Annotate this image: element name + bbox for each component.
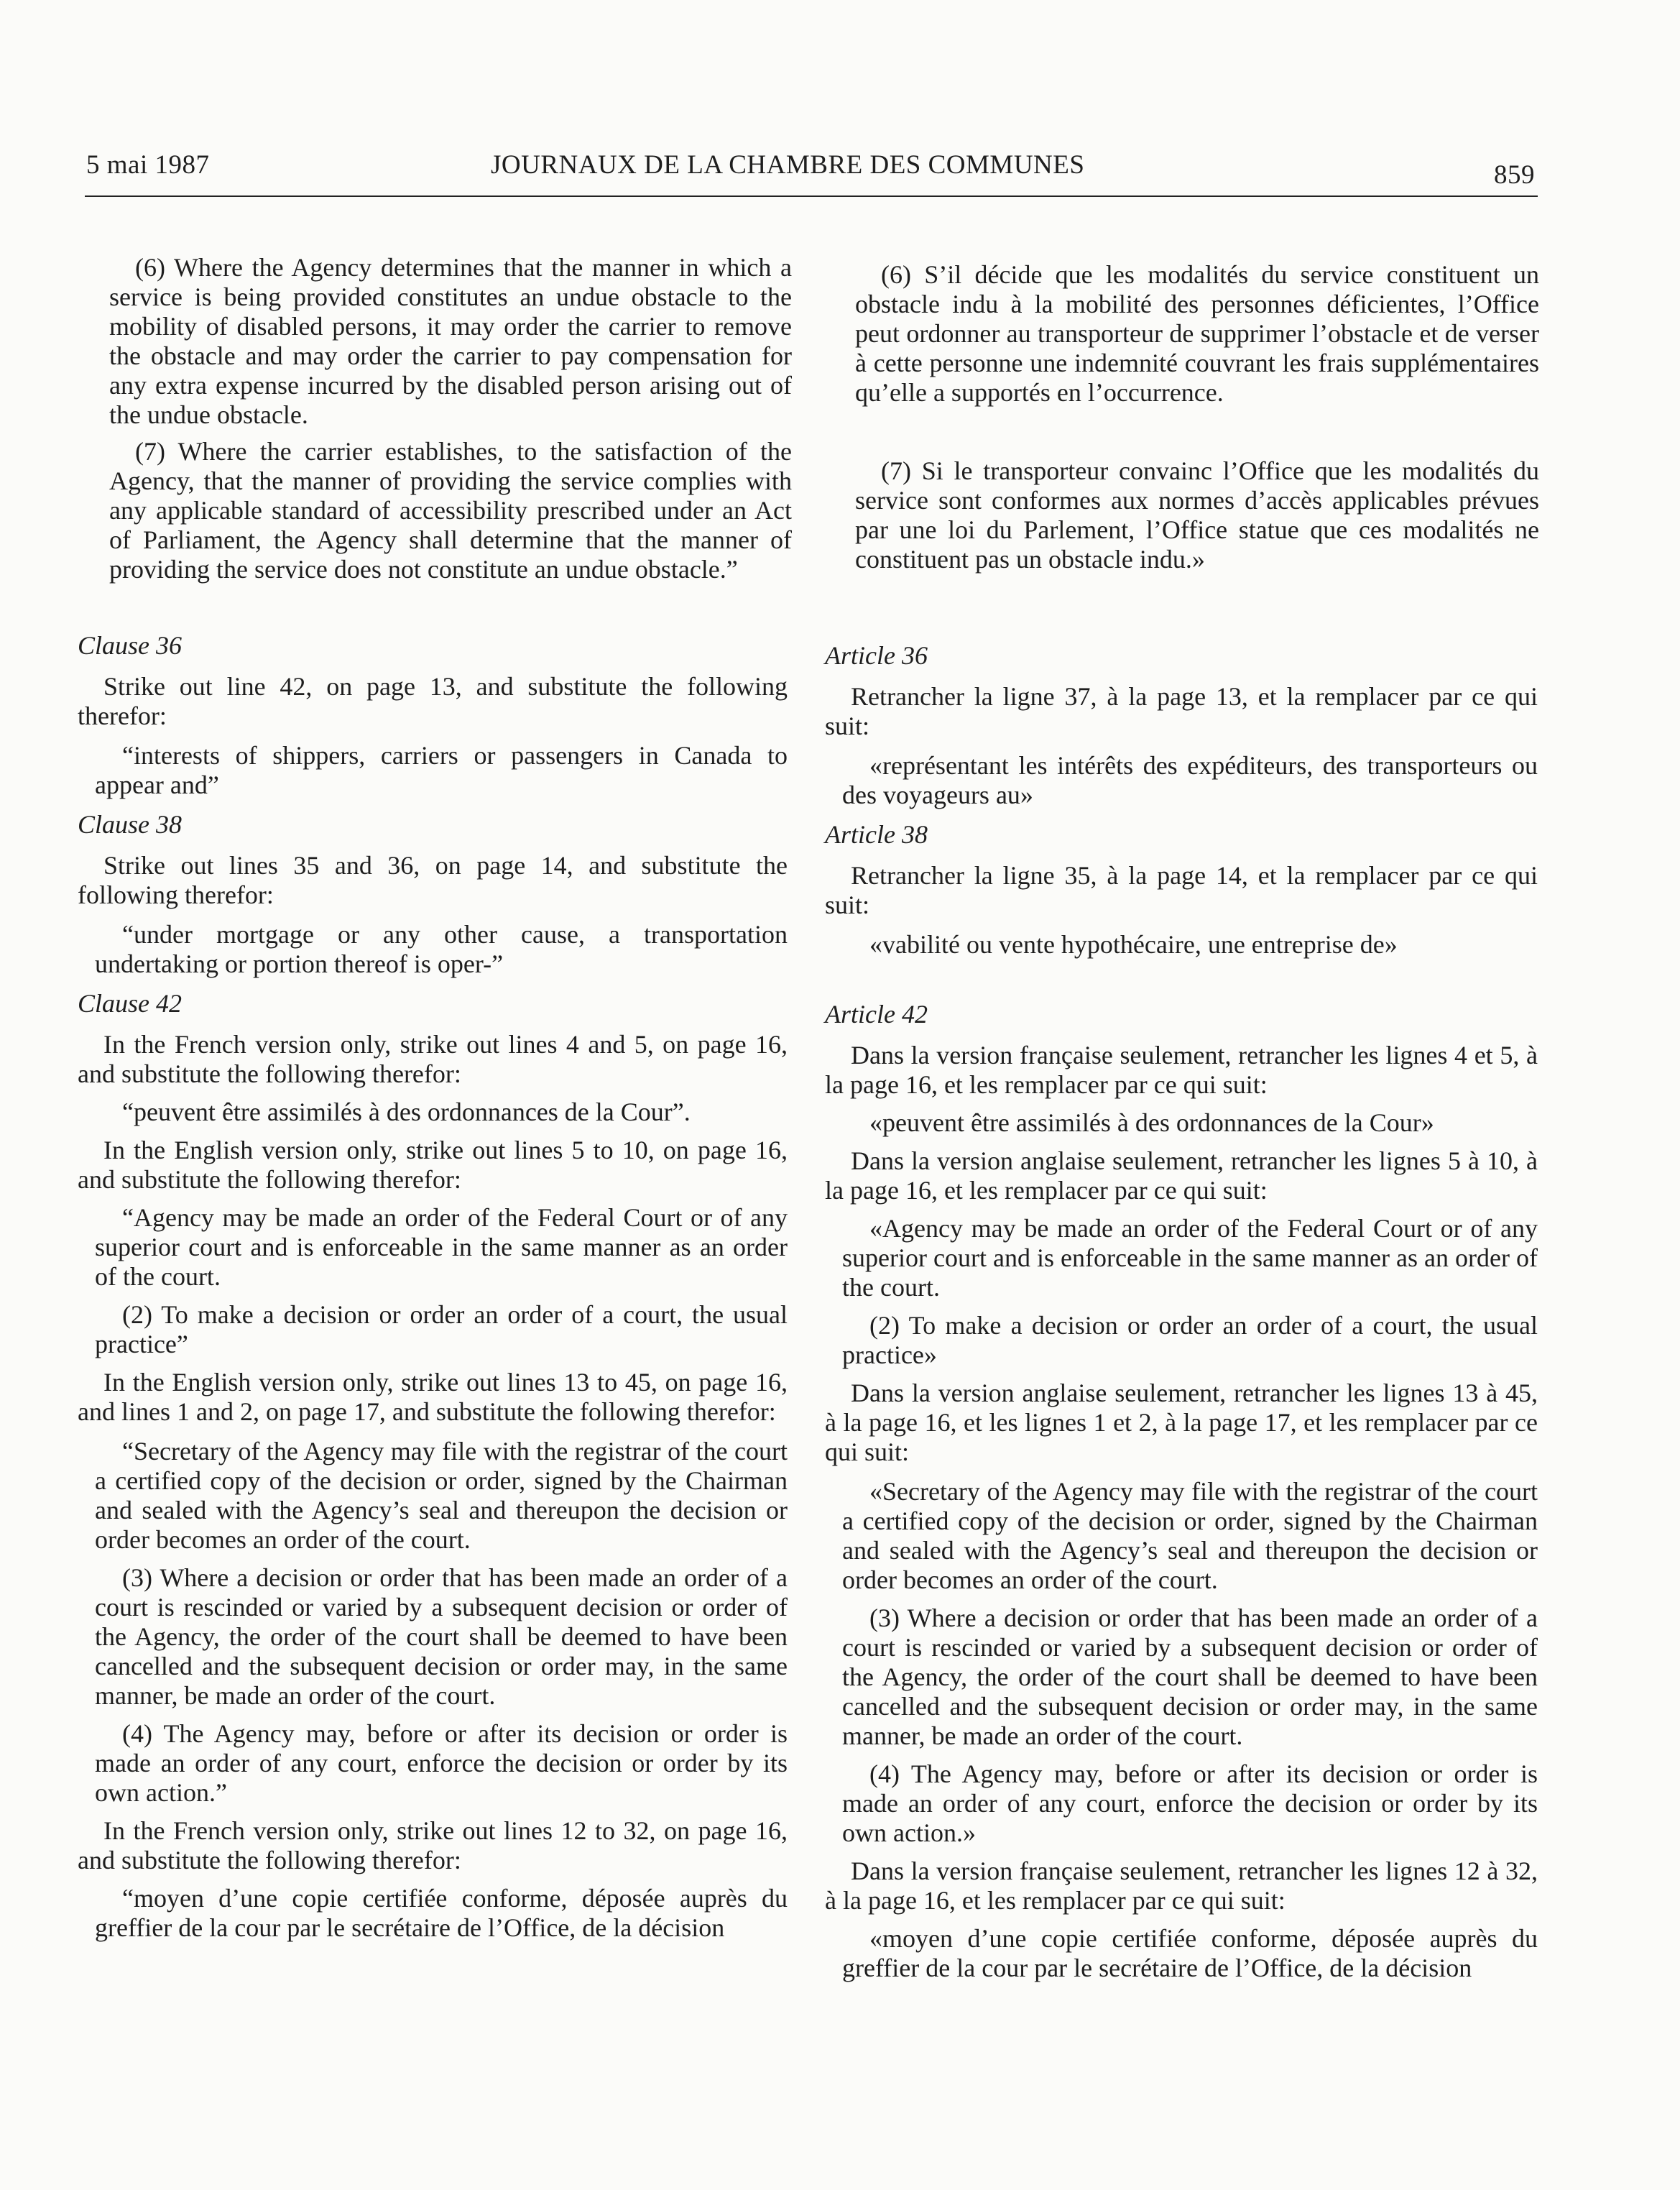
page-header xyxy=(85,144,1538,197)
english-column-clauses xyxy=(78,631,788,1943)
article-42-text-2b: (2) To make a decision or order an order of a court, the usual practice» xyxy=(842,1311,1538,1369)
clause-42-text-3a: “Secretary of the Agency may file with the registrar of the court a certified copy of the decision or order, signed by the Chairman and sealed with the Agency’s seal and thereupon the decision or order becomes an order of the court. xyxy=(95,1437,788,1554)
article-42-instruction-2: Dans la version anglaise seulement, retrancher les lignes 5 à 10, à la page 16, et les remplacer par ce qui suit: xyxy=(825,1146,1538,1205)
article-38-instruction: Retrancher la ligne 35, à la page 14, et la remplacer par ce qui suit: xyxy=(825,861,1538,919)
paragraph-7-en: (7) Where the carrier establishes, to the satisfaction of the Agency, that the manner of providing the service complies with any applicable standard of accessibility prescribed under an Act of Parliament, the Agency shall determine that the manner of providing the service does not constitute an undue obstacle.” xyxy=(109,437,792,584)
clause-38-instruction: Strike out lines 35 and 36, on page 14, and substitute the following therefor: xyxy=(78,851,788,909)
clause-42-title: Clause 42 xyxy=(78,989,183,1018)
clause-42-text-3c: (4) The Agency may, before or after its decision or order is made an order of any court, enforce the decision or order by its own action.” xyxy=(95,1719,788,1807)
clause-36-text: “interests of shippers, carriers or passengers in Canada to appear and” xyxy=(95,741,788,799)
article-36-instruction: Retrancher la ligne 37, à la page 13, et la remplacer par ce qui suit: xyxy=(825,682,1538,740)
clause-42-instruction-3: In the English version only, strike out lines 13 to 45, on page 16, and lines 1 and 2, on page 17, and substitute the following therefor: xyxy=(78,1368,788,1426)
clause-42-text-1: “peuvent être assimilés à des ordonnances de la Cour”. xyxy=(122,1098,691,1126)
clause-42-text-3b: (3) Where a decision or order that has been made an order of a court is rescinded or varied by a subsequent decision or order of the Agency, the order of the court shall be deemed to have been cancelled and the subsequent decision or order may, in the same manner, be made an order of the court. xyxy=(95,1563,788,1710)
article-42-instruction-4: Dans la version française seulement, retrancher les lignes 12 à 32, à la page 16, et les remplacer par ce qui suit: xyxy=(825,1857,1538,1915)
clause-36-title: Clause 36 xyxy=(78,631,183,660)
clause-42-instruction-1: In the French version only, strike out lines 4 and 5, on page 16, and substitute the following therefor: xyxy=(78,1030,788,1088)
header-date: 5 mai 1987 xyxy=(86,150,210,180)
article-42-instruction-1: Dans la version française seulement, retrancher les lignes 4 et 5, à la page 16, et les remplacer par ce qui suit: xyxy=(825,1041,1538,1099)
clause-42-text-2b: (2) To make a decision or order an order of a court, the usual practice” xyxy=(95,1300,788,1358)
paragraph-7-fr: (7) Si le transporteur convainc l’Office que les modalités du service sont conformes aux normes d’accès applicables prévues par une loi du Parlement, l’Office statue que ces modalités ne constituent pas un obstacle indu.» xyxy=(855,456,1539,574)
article-38-title: Article 38 xyxy=(825,820,928,849)
article-36-title: Article 36 xyxy=(825,641,928,670)
clause-42-instruction-4: In the French version only, strike out lines 12 to 32, on page 16, and substitute the following therefor: xyxy=(78,1816,788,1874)
page-number: 859 xyxy=(1494,160,1535,190)
article-42-text-3a: «Secretary of the Agency may file with the registrar of the court a certified copy of the decision or order, signed by the Chairman and sealed with the Agency’s seal and thereupon the decision or order becomes an order of the court. xyxy=(842,1477,1538,1594)
article-42-text-3b: (3) Where a decision or order that has been made an order of a court is rescinded or varied by a subsequent decision or order of the Agency, the order of the court shall be deemed to have been cancelled and the subsequent decision or order may, in the same manner, be made an order of the court. xyxy=(842,1604,1538,1750)
article-42-text-3c: (4) The Agency may, before or after its decision or order is made an order of any court, enforce the decision or order by its own action.» xyxy=(842,1759,1538,1847)
article-42-text-4: «moyen d’une copie certifiée conforme, déposée auprès du greffier de la cour par le secrétaire de l’Office, de la décision xyxy=(842,1924,1538,1982)
article-42-text-2a: «Agency may be made an order of the Federal Court or of any superior court and is enforceable in the same manner as an order of the court. xyxy=(842,1214,1538,1302)
article-36-text: «représentant les intérêts des expéditeurs, des transporteurs ou des voyageurs au» xyxy=(842,751,1538,809)
clause-36-instruction: Strike out line 42, on page 13, and substitute the following therefor: xyxy=(78,672,788,730)
article-38-text: «vabilité ou vente hypothécaire, une entreprise de» xyxy=(869,930,1398,959)
french-column-articles xyxy=(825,641,1538,1983)
english-column xyxy=(109,253,792,584)
paragraph-6-en: (6) Where the Agency determines that the manner in which a service is being provided constitutes an undue obstacle to the mobility of disabled persons, it may order the carrier to remove the obstacle and may order the carrier to pay compensation for any extra expense incurred by the disabled person arising out of the undue obstacle. xyxy=(109,253,792,429)
clause-42-text-4: “moyen d’une copie certifiée conforme, déposée auprès du greffier de la cour par le secrétaire de l’Office, de la décision xyxy=(95,1884,788,1942)
article-42-text-1: «peuvent être assimilés à des ordonnances de la Cour» xyxy=(869,1108,1434,1137)
paragraph-6-fr: (6) S’il décide que les modalités du service constituent un obstacle indu à la mobilité des personnes déficientes, l’Office peut ordonner au transporteur de supprimer l’obstacle et de verser à cette personne une indemnité couvrant les frais supplémentaires qu’elle a supportés en l’occurrence. xyxy=(855,260,1539,407)
clause-42-instruction-2: In the English version only, strike out lines 5 to 10, on page 16, and substitute the following therefor: xyxy=(78,1136,788,1194)
clause-42-text-2a: “Agency may be made an order of the Federal Court or of any superior court and is enforceable in the same manner as an order of the court. xyxy=(95,1203,788,1291)
clause-38-text: “under mortgage or any other cause, a transportation undertaking or portion thereof is oper-” xyxy=(95,920,788,978)
french-column xyxy=(855,260,1539,574)
header-title: JOURNAUX DE LA CHAMBRE DES COMMUNES xyxy=(491,150,1085,180)
clause-38-title: Clause 38 xyxy=(78,810,183,839)
article-42-title: Article 42 xyxy=(825,1000,928,1029)
article-42-instruction-3: Dans la version anglaise seulement, retrancher les lignes 13 à 45, à la page 16, et les lignes 1 et 2, à la page 17, et les remplacer par ce qui suit: xyxy=(825,1379,1538,1466)
